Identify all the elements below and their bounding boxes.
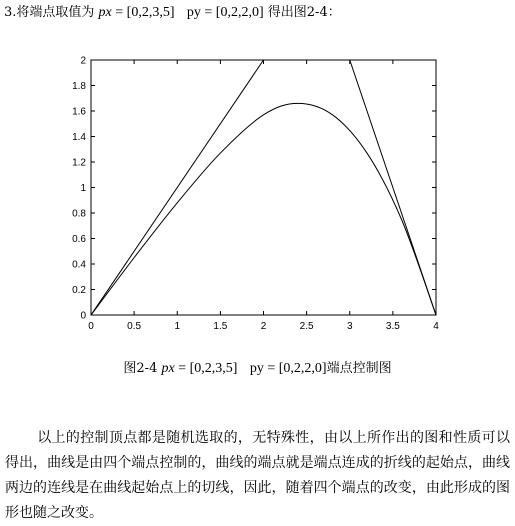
x-tick-label: 1.5 xyxy=(213,321,228,332)
x-tick-label: 1 xyxy=(174,321,181,332)
intro-py-value: = [0,2,2,0] xyxy=(200,5,264,20)
caption-py-equation xyxy=(250,361,327,376)
intro-px-equation xyxy=(99,5,175,20)
y-tick-label: 0.2 xyxy=(72,285,86,296)
x-tick-label: 4 xyxy=(433,321,439,332)
y-tick-label: 1.4 xyxy=(72,132,86,143)
x-tick-label: 0.5 xyxy=(127,321,142,332)
caption-py-var: py xyxy=(249,361,264,376)
bezier-chart xyxy=(0,48,515,338)
x-tick-label: 2 xyxy=(260,321,267,332)
intro-px-value: = [0,2,3,5] xyxy=(111,5,175,20)
y-tick-label: 1 xyxy=(80,183,86,194)
x-tick-label: 3.5 xyxy=(385,321,400,332)
caption-px-equation xyxy=(161,361,237,376)
x-tick-label: 2.5 xyxy=(299,321,314,332)
y-tick-label: 0.6 xyxy=(72,234,86,245)
y-tick-label: 0.4 xyxy=(72,259,86,271)
intro-py-var: py xyxy=(186,5,201,20)
intro-line xyxy=(4,3,341,23)
intro-prefix: 3.将端点取值为 xyxy=(4,5,95,20)
body-paragraph: 以上的控制顶点都是随机选取的，无特殊性，由以上所作出的图和性质可以得出，曲线是由四个端点控制的，曲线的端点就是端点连成的折线的起始点，曲线两边的连线是在曲线起始点上的切线，因此，随着四个端点的改变，由此形成的图形也随之改变。 xyxy=(5,430,510,521)
caption-px-value: = [0,2,3,5] xyxy=(174,361,238,376)
y-tick-label: 1.2 xyxy=(72,157,86,169)
caption-suffix: 端点控制图 xyxy=(326,361,392,376)
intro-suffix: 得出图2-4： xyxy=(267,5,341,20)
x-tick-label: 0 xyxy=(88,321,94,332)
figure-2-4 xyxy=(0,48,515,338)
intro-px-var: px xyxy=(98,5,112,20)
figure-caption xyxy=(0,360,515,378)
plot-frame xyxy=(91,60,436,315)
y-tick-label: 1.6 xyxy=(72,106,86,118)
y-tick-label: 1.8 xyxy=(72,81,86,92)
caption-label: 图2-4 xyxy=(123,361,162,376)
y-tick-label: 0 xyxy=(80,310,86,322)
y-tick-label: 2 xyxy=(80,55,86,67)
intro-py-equation xyxy=(187,5,264,20)
caption-py-value: = [0,2,2,0] xyxy=(263,361,327,376)
y-tick-label: 0.8 xyxy=(72,208,86,220)
x-tick-label: 3 xyxy=(346,321,353,332)
caption-px-var: px xyxy=(161,361,175,376)
